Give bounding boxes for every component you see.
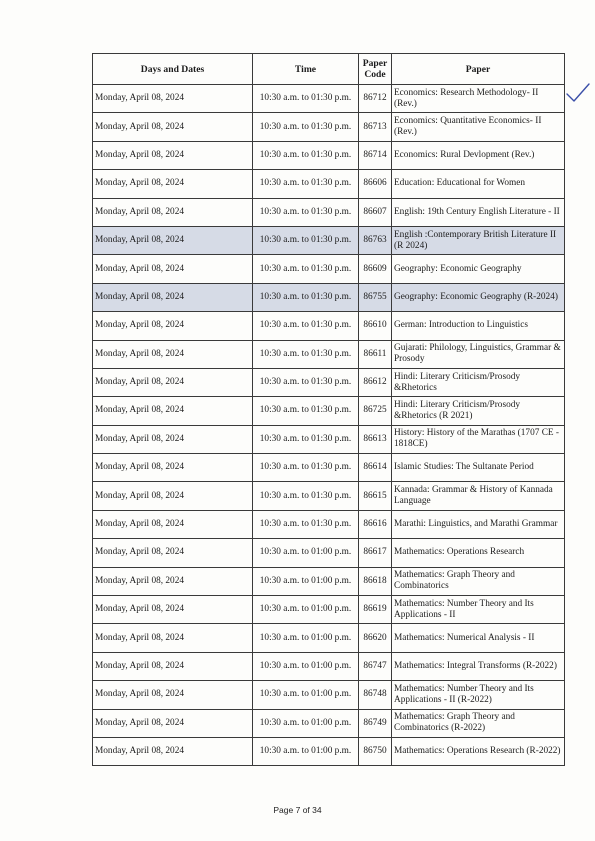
- table-row: [93, 255, 565, 283]
- table-row: [93, 141, 565, 169]
- time-cell: 10:30 a.m. to 01:00 p.m.: [253, 709, 359, 737]
- paper-cell: English: 19th Century English Literature - II: [392, 198, 565, 226]
- time-cell: 10:30 a.m. to 01:30 p.m.: [253, 397, 359, 425]
- date-cell: Monday, April 08, 2024: [93, 652, 253, 680]
- time-cell: 10:30 a.m. to 01:30 p.m.: [253, 482, 359, 510]
- date-cell: Monday, April 08, 2024: [93, 340, 253, 368]
- paper-cell: Mathematics: Number Theory and Its Applications - II (R-2022): [392, 681, 565, 709]
- date-cell: Monday, April 08, 2024: [93, 510, 253, 538]
- date-cell: Monday, April 08, 2024: [93, 198, 253, 226]
- paper-code-cell: 86615: [359, 482, 392, 510]
- paper-cell: Mathematics: Numerical Analysis - II: [392, 624, 565, 652]
- table-row: [93, 681, 565, 709]
- table-row: [93, 454, 565, 482]
- table-row: [93, 539, 565, 567]
- table-row: [93, 652, 565, 680]
- paper-cell: Hindi: Literary Criticism/Prosody &Rhetorics: [392, 368, 565, 396]
- paper-cell: Geography: Economic Geography (R-2024): [392, 283, 565, 311]
- paper-code-cell: 86613: [359, 425, 392, 453]
- date-cell: Monday, April 08, 2024: [93, 425, 253, 453]
- paper-code-cell: 86610: [359, 312, 392, 340]
- table-row: [93, 397, 565, 425]
- paper-cell: Economics: Research Methodology- II (Rev.): [392, 85, 565, 113]
- paper-cell: English :Contemporary British Literature II (R 2024): [392, 226, 565, 254]
- paper-code-cell: 86725: [359, 397, 392, 425]
- paper-code-cell: 86606: [359, 170, 392, 198]
- date-cell: Monday, April 08, 2024: [93, 567, 253, 595]
- paper-code-cell: 86618: [359, 567, 392, 595]
- table-row: [93, 567, 565, 595]
- paper-code-cell: 86763: [359, 226, 392, 254]
- paper-code-cell: 86619: [359, 596, 392, 624]
- paper-cell: Islamic Studies: The Sultanate Period: [392, 454, 565, 482]
- paper-cell: German: Introduction to Linguistics: [392, 312, 565, 340]
- table-row: [93, 283, 565, 311]
- date-cell: Monday, April 08, 2024: [93, 170, 253, 198]
- time-cell: 10:30 a.m. to 01:00 p.m.: [253, 539, 359, 567]
- paper-code-cell: 86612: [359, 368, 392, 396]
- date-cell: Monday, April 08, 2024: [93, 454, 253, 482]
- time-cell: 10:30 a.m. to 01:30 p.m.: [253, 198, 359, 226]
- date-cell: Monday, April 08, 2024: [93, 312, 253, 340]
- paper-code-cell: 86749: [359, 709, 392, 737]
- table-row: [93, 510, 565, 538]
- paper-code-cell: 86713: [359, 113, 392, 141]
- table-header-row: [93, 54, 565, 85]
- page-number: Page 7 of 34: [273, 805, 322, 815]
- header-days-and-dates: Days and Dates: [93, 54, 253, 85]
- paper-cell: Economics: Quantitative Economics- II (Rev.): [392, 113, 565, 141]
- time-cell: 10:30 a.m. to 01:30 p.m.: [253, 312, 359, 340]
- paper-cell: Mathematics: Number Theory and Its Applications - II: [392, 596, 565, 624]
- paper-cell: Hindi: Literary Criticism/Prosody &Rhetorics (R 2021): [392, 397, 565, 425]
- paper-cell: Mathematics: Graph Theory and Combinatorics: [392, 567, 565, 595]
- date-cell: Monday, April 08, 2024: [93, 482, 253, 510]
- time-cell: 10:30 a.m. to 01:30 p.m.: [253, 255, 359, 283]
- time-cell: 10:30 a.m. to 01:00 p.m.: [253, 681, 359, 709]
- paper-cell: Gujarati: Philology, Linguistics, Grammar & Prosody: [392, 340, 565, 368]
- time-cell: 10:30 a.m. to 01:30 p.m.: [253, 510, 359, 538]
- table-row: [93, 85, 565, 113]
- date-cell: Monday, April 08, 2024: [93, 226, 253, 254]
- paper-code-cell: 86614: [359, 454, 392, 482]
- paper-code-cell: 86714: [359, 141, 392, 169]
- table-body: [93, 85, 565, 766]
- paper-cell: Mathematics: Operations Research: [392, 539, 565, 567]
- paper-cell: Mathematics: Operations Research (R-2022): [392, 737, 565, 765]
- paper-code-cell: 86748: [359, 681, 392, 709]
- header-time: Time: [253, 54, 359, 85]
- exam-timetable: [92, 53, 565, 766]
- date-cell: Monday, April 08, 2024: [93, 255, 253, 283]
- table-row: [93, 596, 565, 624]
- paper-code-cell: 86755: [359, 283, 392, 311]
- time-cell: 10:30 a.m. to 01:30 p.m.: [253, 425, 359, 453]
- paper-cell: Mathematics: Integral Transforms (R-2022): [392, 652, 565, 680]
- table-row: [93, 709, 565, 737]
- date-cell: Monday, April 08, 2024: [93, 85, 253, 113]
- date-cell: Monday, April 08, 2024: [93, 113, 253, 141]
- time-cell: 10:30 a.m. to 01:00 p.m.: [253, 652, 359, 680]
- time-cell: 10:30 a.m. to 01:30 p.m.: [253, 340, 359, 368]
- table-row: [93, 624, 565, 652]
- header-paper-code: [359, 54, 392, 85]
- time-cell: 10:30 a.m. to 01:00 p.m.: [253, 624, 359, 652]
- table-row: [93, 340, 565, 368]
- paper-cell: Geography: Economic Geography: [392, 255, 565, 283]
- date-cell: Monday, April 08, 2024: [93, 681, 253, 709]
- table-row: [93, 482, 565, 510]
- time-cell: 10:30 a.m. to 01:30 p.m.: [253, 170, 359, 198]
- header-paper-code-line2: Code: [364, 69, 386, 80]
- time-cell: 10:30 a.m. to 01:30 p.m.: [253, 454, 359, 482]
- time-cell: 10:30 a.m. to 01:30 p.m.: [253, 283, 359, 311]
- date-cell: Monday, April 08, 2024: [93, 283, 253, 311]
- time-cell: 10:30 a.m. to 01:00 p.m.: [253, 567, 359, 595]
- time-cell: 10:30 a.m. to 01:00 p.m.: [253, 737, 359, 765]
- paper-code-cell: 86611: [359, 340, 392, 368]
- paper-cell: History: History of the Marathas (1707 CE - 1818CE): [392, 425, 565, 453]
- header-paper: Paper: [392, 54, 565, 85]
- time-cell: 10:30 a.m. to 01:30 p.m.: [253, 141, 359, 169]
- date-cell: Monday, April 08, 2024: [93, 141, 253, 169]
- time-cell: 10:30 a.m. to 01:30 p.m.: [253, 113, 359, 141]
- paper-cell: Marathi: Linguistics, and Marathi Grammar: [392, 510, 565, 538]
- table-row: [93, 368, 565, 396]
- time-cell: 10:30 a.m. to 01:00 p.m.: [253, 596, 359, 624]
- paper-cell: Mathematics: Graph Theory and Combinatorics (R-2022): [392, 709, 565, 737]
- time-cell: 10:30 a.m. to 01:30 p.m.: [253, 368, 359, 396]
- table-row: [93, 226, 565, 254]
- table-row: [93, 737, 565, 765]
- paper-cell: Economics: Rural Devlopment (Rev.): [392, 141, 565, 169]
- checkmark-icon: [566, 83, 590, 103]
- paper-code-cell: 86747: [359, 652, 392, 680]
- paper-code-cell: 86607: [359, 198, 392, 226]
- date-cell: Monday, April 08, 2024: [93, 596, 253, 624]
- date-cell: Monday, April 08, 2024: [93, 709, 253, 737]
- time-cell: 10:30 a.m. to 01:30 p.m.: [253, 226, 359, 254]
- table-row: [93, 425, 565, 453]
- paper-code-cell: 86620: [359, 624, 392, 652]
- table-row: [93, 170, 565, 198]
- date-cell: Monday, April 08, 2024: [93, 539, 253, 567]
- date-cell: Monday, April 08, 2024: [93, 624, 253, 652]
- paper-cell: Kannada: Grammar & History of Kannada Language: [392, 482, 565, 510]
- date-cell: Monday, April 08, 2024: [93, 368, 253, 396]
- paper-cell: Education: Educational for Women: [392, 170, 565, 198]
- time-cell: 10:30 a.m. to 01:30 p.m.: [253, 85, 359, 113]
- paper-code-cell: 86750: [359, 737, 392, 765]
- header-paper-code-line1: Paper: [362, 58, 388, 69]
- table-row: [93, 312, 565, 340]
- date-cell: Monday, April 08, 2024: [93, 397, 253, 425]
- paper-code-cell: 86712: [359, 85, 392, 113]
- paper-code-cell: 86616: [359, 510, 392, 538]
- table-row: [93, 198, 565, 226]
- date-cell: Monday, April 08, 2024: [93, 737, 253, 765]
- table-row: [93, 113, 565, 141]
- paper-code-cell: 86609: [359, 255, 392, 283]
- paper-code-cell: 86617: [359, 539, 392, 567]
